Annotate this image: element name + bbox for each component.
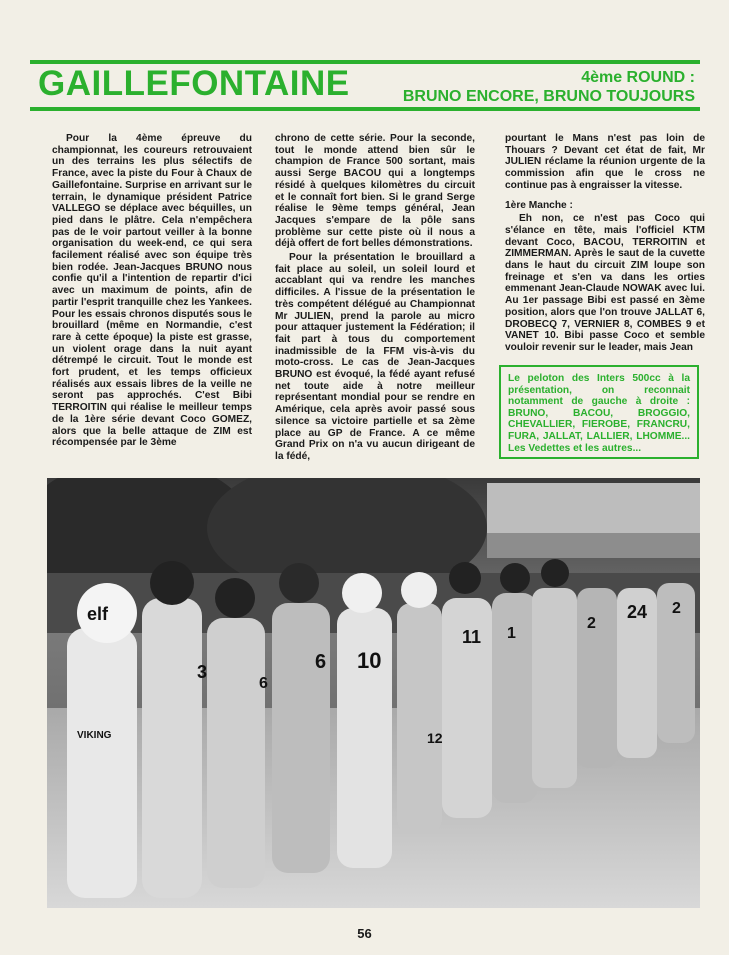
jersey-number: 2 xyxy=(672,600,681,617)
paragraph: chrono de cette série. Pour la seconde, tout le monde attend bien sûr le champion de France 500 sortant, mais aussi Serge BACOU qui a longtemps résidé à quelques kilomètres du circuit et le connaît fort bien. Si le grand Serge réalise le 9ème temps général, Jean Jacques s'empare de la pôle sans problème sur cette piste où il nous a déjà offert de fort belles démonstrations. xyxy=(275,133,475,250)
subtitle-headline: BRUNO ENCORE, BRUNO TOUJOURS xyxy=(402,88,695,105)
riders-photo xyxy=(47,478,700,908)
paragraph: Pour la présentation le brouillard a fait place au soleil, un soleil lourd et accablant qui va rendre les manches difficiles. A l'issue de la présentation le très compétent délégué au Championnat Mr JULIEN, prend la parole au micro pour attaquer justement la Fédération; il fait part à tous du comportement inadmissible de la FFM vis-à-vis du moto-cross. Le cas de Jean-Jacques BRUNO est évoqué, la fédé ayant refusé net toute aide à notre meilleur représentant mondial pour se rendre en Amérique, cela après avoir passé sous silence sa victoire partielle et sa 2ème place au GP de France. A ce même Grand Prix on n'a vu aucun dirigeant de la fédé, xyxy=(275,252,475,462)
bottom-rule xyxy=(30,107,700,111)
paragraph: Pour la 4ème épreuve du championnat, les coureurs retrouvaient un des terrains les plus sélectifs de France, avec la piste du Four à Chaux de Gaillefontaine. Surprise en arrivant sur le terrain, le dynamique président Patrice VALLEGO se déplace avec béquilles, un pied dans le plâtre. Cela n'empêchera pas de le voir partout veiller à la bonne organisation du week-end, ce qui sera facilement réalisé avec son équipe très bien rodée. Jean-Jacques BRUNO nous confie qu'il a l'intention de repartir d'ici avec un maximum de points, afin de partir l'esprit tranquille chez les Yankees. Pour les essais chronos disputés sous le brouillard (même en Normandie, c'est rare à cette époque) la piste est grasse, un violent orage dans la nuit ayant détrempé le circuit. Tout le monde est fort prudent, et les temps officieux réalisés aux essais libres de la veille ne seront pas approchés. C'est Bibi TERROITIN qui réalise le meilleur temps de la 1ère série devant Coco GOMEZ, alors que la belle attaque de ZIM est récompensée par le 3ème xyxy=(52,133,252,449)
subtitle-round: 4ème ROUND : xyxy=(581,69,695,86)
jersey-number: 1 xyxy=(507,625,516,642)
text-column-3 xyxy=(505,133,705,356)
article-title: GAILLEFONTAINE xyxy=(38,64,350,103)
text-column-1 xyxy=(52,133,252,451)
paragraph: pourtant le Mans n'est pas loin de Thouars ? Devant cet état de fait, Mr JULIEN réclame la réunion urgente de la commission afin que le cross ne continue pas à engraisser la vitesse. xyxy=(505,133,705,191)
page-number: 56 xyxy=(357,926,372,941)
jersey-number: 6 xyxy=(259,675,268,692)
jersey-number: 11 xyxy=(462,627,482,647)
sleeve-logo: VIKING xyxy=(77,730,112,741)
helmet-logo: elf xyxy=(87,604,109,624)
text-column-2 xyxy=(275,133,475,465)
article-subtitle xyxy=(403,68,695,106)
photo-caption-box: Le peloton des Inters 500cc à la présentation, on reconnait notamment de gauche à droite : BRUNO, BACOU, BROGGIO, CHEVALLIER, FIEROBE, FRANCRU, FURA, JALLAT, LALLIER, LHOMME... Les Vedettes et les autres... xyxy=(499,365,699,459)
jersey-number: 3 xyxy=(197,662,208,682)
jersey-number: 2 xyxy=(587,615,596,632)
paragraph: Eh non, ce n'est pas Coco qui s'élance en tête, mais l'officiel KTM devant Coco, BACOU, TERROITIN et ZIMMERMAN. Après le saut de la cuvette dans le haut du circuit ZIM loupe son freinage et s'en va dans les orties emmenant Jean-Claude NOWAK avec lui. Au 1er passage Bibi est passé en 3ème position, alors que l'on trouve JALLAT 6, DROBECQ 7, VERNIER 8, COMBES 9 et VANET 10. Bibi passe Coco et semble vouloir revenir sur le leader, mais Jean xyxy=(505,213,705,353)
jersey-number: 12 xyxy=(427,730,443,746)
jersey-number: 24 xyxy=(627,602,648,622)
jersey-number: 6 xyxy=(315,651,327,673)
section-heading: 1ère Manche : xyxy=(505,199,573,211)
jersey-number: 10 xyxy=(357,648,382,673)
